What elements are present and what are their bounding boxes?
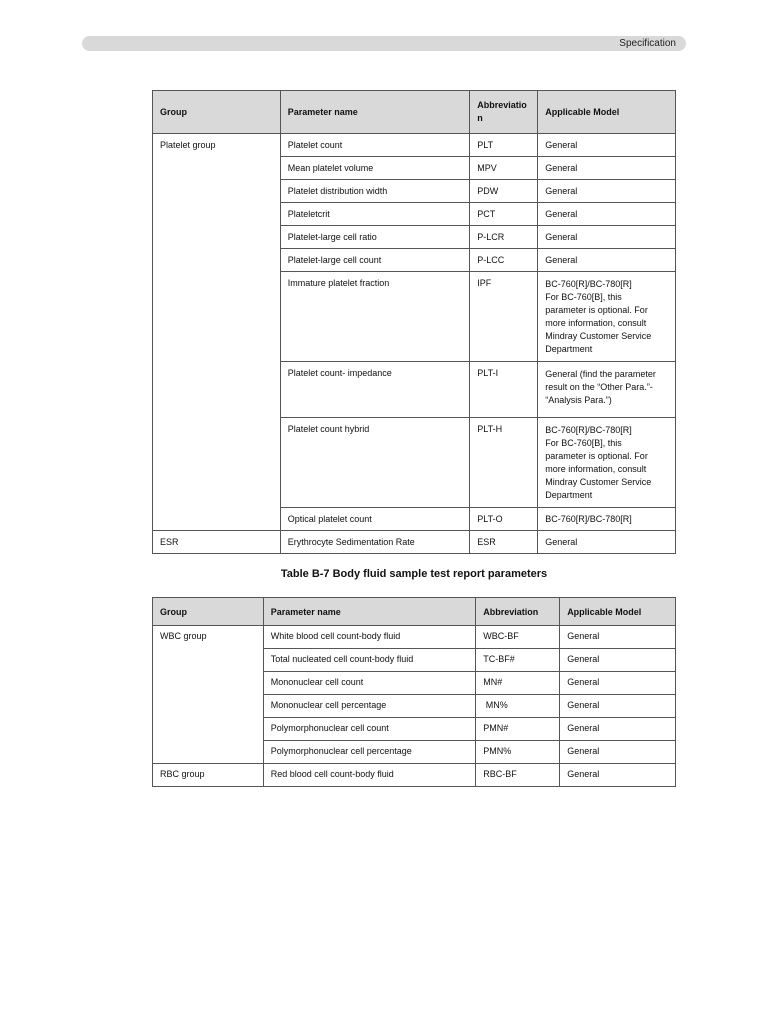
parameter-name-cell: Optical platelet count: [280, 508, 470, 531]
applicable-model-cell: General: [538, 134, 676, 157]
abbreviation-cell: PLT-I: [470, 362, 538, 418]
abbreviation-cell: PLT: [470, 134, 538, 157]
parameter-name-cell: White blood cell count-body fluid: [263, 626, 476, 649]
applicable-model-cell: General: [560, 741, 676, 764]
applicable-model-cell: General: [538, 157, 676, 180]
applicable-model-cell: BC-760[R]/BC-780[R]: [538, 508, 676, 531]
group-cell: ESR: [153, 531, 281, 554]
group-cell: Platelet group: [153, 134, 281, 531]
table-header-row: [153, 598, 676, 626]
column-header-applicable-model: Applicable Model: [538, 91, 676, 134]
abbreviation-cell: MPV: [470, 157, 538, 180]
column-header-applicable-model: Applicable Model: [560, 598, 676, 626]
applicable-model-cell: General: [560, 649, 676, 672]
applicable-model-cell: BC-760[R]/BC-780[R] For BC-760[B], this parameter is optional. For more information, consult Mindray Customer Service Department: [538, 272, 676, 362]
abbreviation-cell: RBC-BF: [476, 764, 560, 787]
parameter-name-cell: Platelet-large cell count: [280, 249, 470, 272]
page-header-title: Specification: [619, 38, 676, 49]
applicable-model-cell: BC-760[R]/BC-780[R] For BC-760[B], this parameter is optional. For more information, consult Mindray Customer Service Department: [538, 418, 676, 508]
abbreviation-cell: TC-BF#: [476, 649, 560, 672]
platelet-parameters-table: [152, 90, 676, 554]
applicable-model-cell: General: [560, 672, 676, 695]
applicable-model-cell: General: [538, 531, 676, 554]
parameter-name-cell: Polymorphonuclear cell percentage: [263, 741, 476, 764]
abbreviation-cell: MN#: [476, 672, 560, 695]
abbreviation-cell: WBC-BF: [476, 626, 560, 649]
parameter-name-cell: Platelet distribution width: [280, 180, 470, 203]
parameter-name-cell: Total nucleated cell count-body fluid: [263, 649, 476, 672]
table-row: [153, 531, 676, 554]
abbreviation-cell: PLT-O: [470, 508, 538, 531]
applicable-model-cell: General: [560, 764, 676, 787]
parameter-name-cell: Plateletcrit: [280, 203, 470, 226]
abbreviation-cell: ESR: [470, 531, 538, 554]
column-header-abbreviation: Abbreviatio n: [470, 91, 538, 134]
applicable-model-cell: General (find the parameter result on the “Other Para.”- “Analysis Para.”): [538, 362, 676, 418]
abbreviation-cell: P-LCR: [470, 226, 538, 249]
table-row: [153, 134, 676, 157]
abbreviation-cell: PMN#: [476, 718, 560, 741]
parameter-name-cell: Platelet-large cell ratio: [280, 226, 470, 249]
parameter-name-cell: Platelet count hybrid: [280, 418, 470, 508]
group-cell: WBC group: [153, 626, 264, 764]
abbreviation-cell: PLT-H: [470, 418, 538, 508]
parameter-name-cell: Red blood cell count-body fluid: [263, 764, 476, 787]
column-header-parameter-name: Parameter name: [263, 598, 476, 626]
abbreviation-cell: PCT: [470, 203, 538, 226]
applicable-model-cell: General: [538, 180, 676, 203]
applicable-model-cell: General: [560, 626, 676, 649]
parameter-name-cell: Platelet count- impedance: [280, 362, 470, 418]
group-cell: RBC group: [153, 764, 264, 787]
header-bar: [82, 36, 686, 51]
table-row: [153, 764, 676, 787]
abbreviation-cell: PMN%: [476, 741, 560, 764]
parameter-name-cell: Mononuclear cell percentage: [263, 695, 476, 718]
applicable-model-cell: General: [538, 226, 676, 249]
table-header-row: [153, 91, 676, 134]
parameter-name-cell: Mean platelet volume: [280, 157, 470, 180]
column-header-parameter-name: Parameter name: [280, 91, 470, 134]
applicable-model-cell: General: [560, 718, 676, 741]
parameter-name-cell: Immature platelet fraction: [280, 272, 470, 362]
parameter-name-cell: Polymorphonuclear cell count: [263, 718, 476, 741]
column-header-abbreviation: Abbreviation: [476, 598, 560, 626]
applicable-model-cell: General: [538, 203, 676, 226]
table-row: [153, 626, 676, 649]
abbreviation-cell: MN%: [476, 695, 560, 718]
abbreviation-cell: P-LCC: [470, 249, 538, 272]
applicable-model-cell: General: [560, 695, 676, 718]
parameter-name-cell: Erythrocyte Sedimentation Rate: [280, 531, 470, 554]
abbreviation-cell: PDW: [470, 180, 538, 203]
column-header-group: Group: [153, 598, 264, 626]
applicable-model-cell: General: [538, 249, 676, 272]
column-header-group: Group: [153, 91, 281, 134]
table-caption: Table B-7 Body fluid sample test report parameters: [280, 568, 548, 580]
parameter-name-cell: Platelet count: [280, 134, 470, 157]
parameter-name-cell: Mononuclear cell count: [263, 672, 476, 695]
abbreviation-cell: IPF: [470, 272, 538, 362]
body-fluid-parameters-table: [152, 597, 676, 787]
